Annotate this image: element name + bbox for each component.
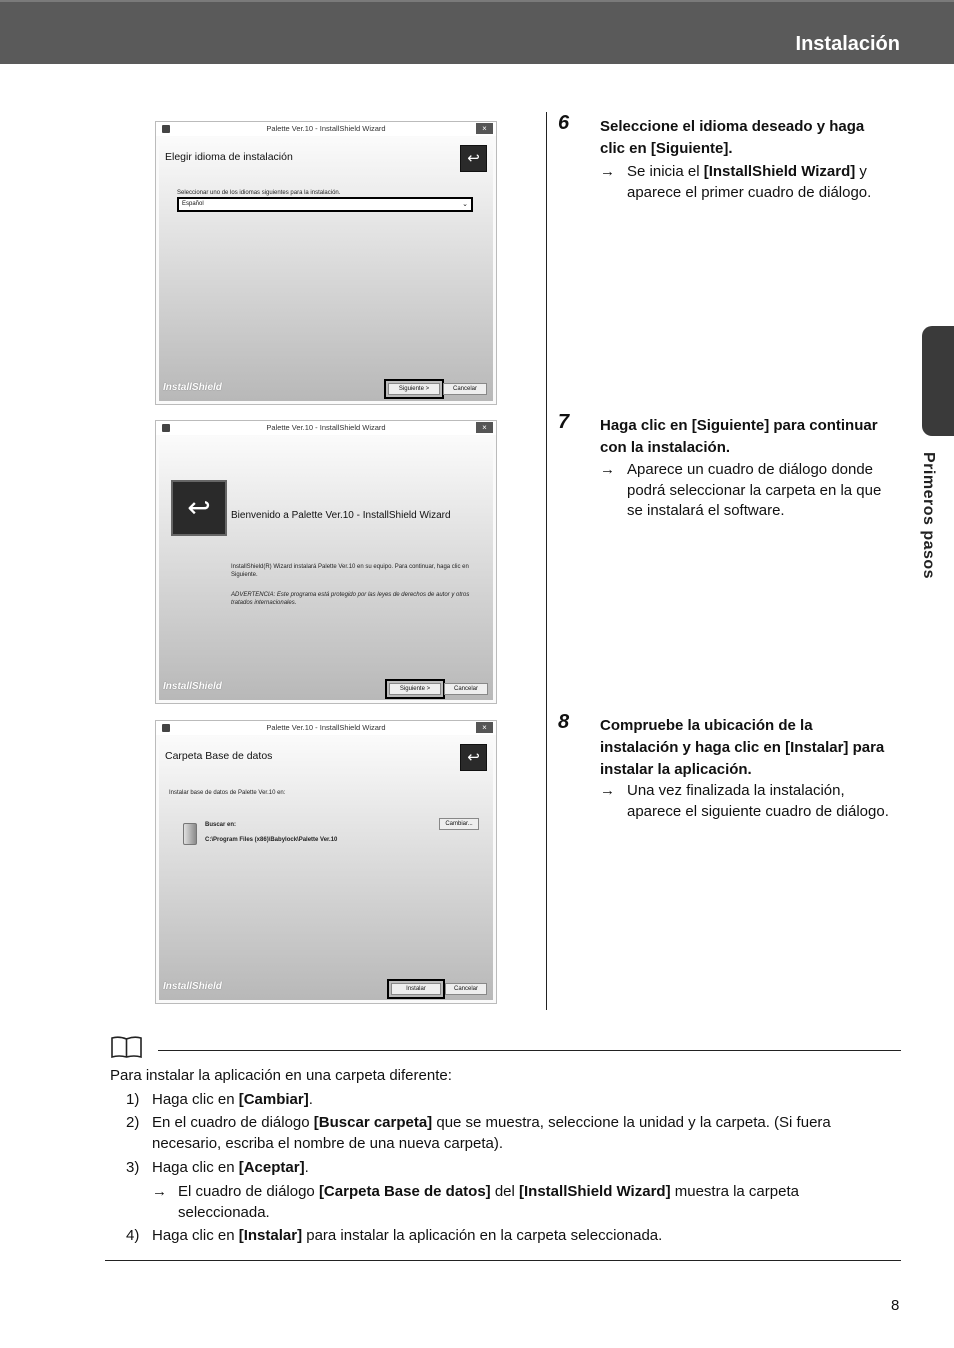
screenshot-welcome [155, 420, 497, 704]
next-button[interactable]: Siguiente > [388, 383, 440, 395]
welcome-heading: Bienvenido a Palette Ver.10 - InstallShield Wizard [231, 510, 451, 521]
screenshot-database-folder [155, 720, 497, 1004]
screenshot-language [155, 121, 497, 405]
result-text: Una vez finalizada la instalación, aparece el siguiente cuadro de diálogo. [627, 782, 889, 820]
language-value: Español [182, 201, 204, 207]
step-number: 6 [558, 112, 570, 134]
item-text-post: . [304, 1159, 309, 1176]
installshield-logo: InstallShield [163, 382, 222, 393]
item-text-pre: Haga clic en [152, 1091, 239, 1108]
item-number: 1) [126, 1091, 140, 1108]
sub-text-bold-1: [Carpeta Base de datos] [318, 1183, 491, 1200]
note-divider [158, 1050, 901, 1051]
arrow-right-icon: → [600, 461, 615, 478]
step-number: 7 [558, 411, 570, 433]
window-titlebar [156, 421, 496, 435]
step-result [600, 460, 896, 522]
cancel-button[interactable]: Cancelar [444, 683, 488, 695]
installshield-logo: InstallShield [163, 681, 222, 692]
window-title: Palette Ver.10 - InstallShield Wizard [266, 124, 386, 133]
folder-icon [183, 823, 197, 845]
step-heading: Compruebe la ubicación de la instalación y haga clic en [Instalar] para instalar la aplicación. [600, 717, 885, 778]
item-text-pre: En el cuadro de diálogo [152, 1114, 314, 1131]
footer-divider [105, 1260, 901, 1261]
header-bar [0, 0, 954, 64]
sub-text-bold-2: [InstallShield Wizard] [519, 1183, 671, 1200]
book-icon [110, 1035, 143, 1059]
item-text-post: para instalar la aplicación en la carpeta seleccionada. [302, 1227, 663, 1244]
step-heading: Haga clic en [Siguiente] para continuar con la instalación. [600, 417, 878, 456]
side-tab [922, 326, 954, 436]
language-select[interactable] [177, 197, 473, 212]
result-text: Aparece un cuadro de diálogo donde podrá seleccionar la carpeta en la que se instalará el software. [627, 461, 882, 519]
install-path: C:\Program Files (x86)\Babylock\Palette Ver.10 [205, 837, 338, 843]
dialog-body [159, 137, 493, 401]
item-text-post: . [308, 1091, 313, 1108]
window-titlebar [156, 721, 496, 735]
step-number: 8 [558, 711, 570, 733]
window-title: Palette Ver.10 - InstallShield Wizard [266, 723, 386, 732]
item-text [152, 1158, 882, 1179]
sub-text [178, 1182, 888, 1223]
chevron-down-icon: ⌄ [462, 201, 468, 208]
window-title: Palette Ver.10 - InstallShield Wizard [266, 423, 386, 432]
close-icon[interactable]: × [476, 422, 493, 433]
item-text-pre: Haga clic en [152, 1227, 239, 1244]
copyright-warning: ADVERTENCIA: Este programa está protegido por las leyes de derechos de autor y otros tratados internacionales. [231, 592, 470, 606]
arrow-right-icon: → [600, 163, 615, 180]
cancel-button[interactable]: Cancelar [443, 383, 487, 395]
item-text-pre: Haga clic en [152, 1159, 239, 1176]
app-icon [162, 125, 170, 133]
installer-logo-icon: ↩ [171, 480, 227, 536]
side-tab-label: Primeros pasos [920, 452, 937, 580]
dialog-heading: Elegir idioma de instalación [165, 151, 293, 163]
step-result [600, 781, 896, 822]
step-heading: Seleccione el idioma deseado y haga clic en [Siguiente]. [600, 118, 865, 157]
dialog-heading: Carpeta Base de datos [165, 750, 273, 762]
app-icon [162, 724, 170, 732]
welcome-body-text: InstallShield(R) Wizard instalará Palette Ver.10 en su equipo. Para continuar, haga clic en Siguiente. [231, 564, 469, 578]
item-text-bold: [Buscar carpeta] [313, 1114, 433, 1131]
sub-text-post: muestra la carpeta seleccionada. [178, 1183, 799, 1221]
item-text-bold: [Instalar] [238, 1227, 303, 1244]
browse-label: Buscar en: [205, 822, 237, 828]
window-titlebar [156, 122, 496, 136]
result-text: Se inicia el [627, 163, 704, 180]
result-bold: [InstallShield Wizard] [703, 163, 856, 180]
item-text-bold: [Cambiar] [238, 1091, 309, 1108]
change-button[interactable]: Cambiar... [439, 818, 479, 830]
arrow-right-icon: → [152, 1183, 167, 1200]
item-number: 3) [126, 1159, 140, 1176]
install-instruction: Instalar base de datos de Palette Ver.10 en: [169, 790, 286, 796]
installer-logo-icon: ↩ [460, 145, 487, 172]
sub-text-mid: del [490, 1183, 520, 1200]
item-number: 4) [126, 1227, 140, 1244]
item-text [152, 1226, 882, 1247]
app-icon [162, 424, 170, 432]
column-divider [546, 112, 547, 1010]
close-icon[interactable]: × [476, 123, 493, 134]
item-text [152, 1113, 882, 1154]
item-text [152, 1090, 882, 1111]
arrow-right-icon: → [600, 782, 615, 799]
sub-text-pre: El cuadro de diálogo [178, 1183, 319, 1200]
result-text-end: y aparece el primer cuadro de diálogo. [627, 163, 872, 201]
section-title: Instalación [795, 33, 900, 55]
page-number: 8 [891, 1297, 900, 1314]
installer-logo-icon: ↩ [460, 744, 487, 771]
item-text-post: que se muestra, seleccione la unidad y la carpeta. (Si fuera necesario, escriba el nombre de una nueva carpeta). [152, 1114, 831, 1152]
language-instruction: Seleccionar uno de los idiomas siguientes para la instalación. [177, 190, 341, 196]
dialog-body [159, 736, 493, 1000]
close-icon[interactable]: × [476, 722, 493, 733]
item-number: 2) [126, 1114, 140, 1131]
cancel-button[interactable]: Cancelar [445, 983, 487, 995]
step-result [600, 162, 896, 203]
install-button[interactable]: Instalar [391, 983, 441, 995]
item-text-bold: [Aceptar] [238, 1159, 305, 1176]
installshield-logo: InstallShield [163, 981, 222, 992]
note-intro: Para instalar la aplicación en una carpeta diferente: [110, 1067, 452, 1084]
dialog-body [159, 436, 493, 700]
next-button[interactable]: Siguiente > [389, 683, 441, 695]
